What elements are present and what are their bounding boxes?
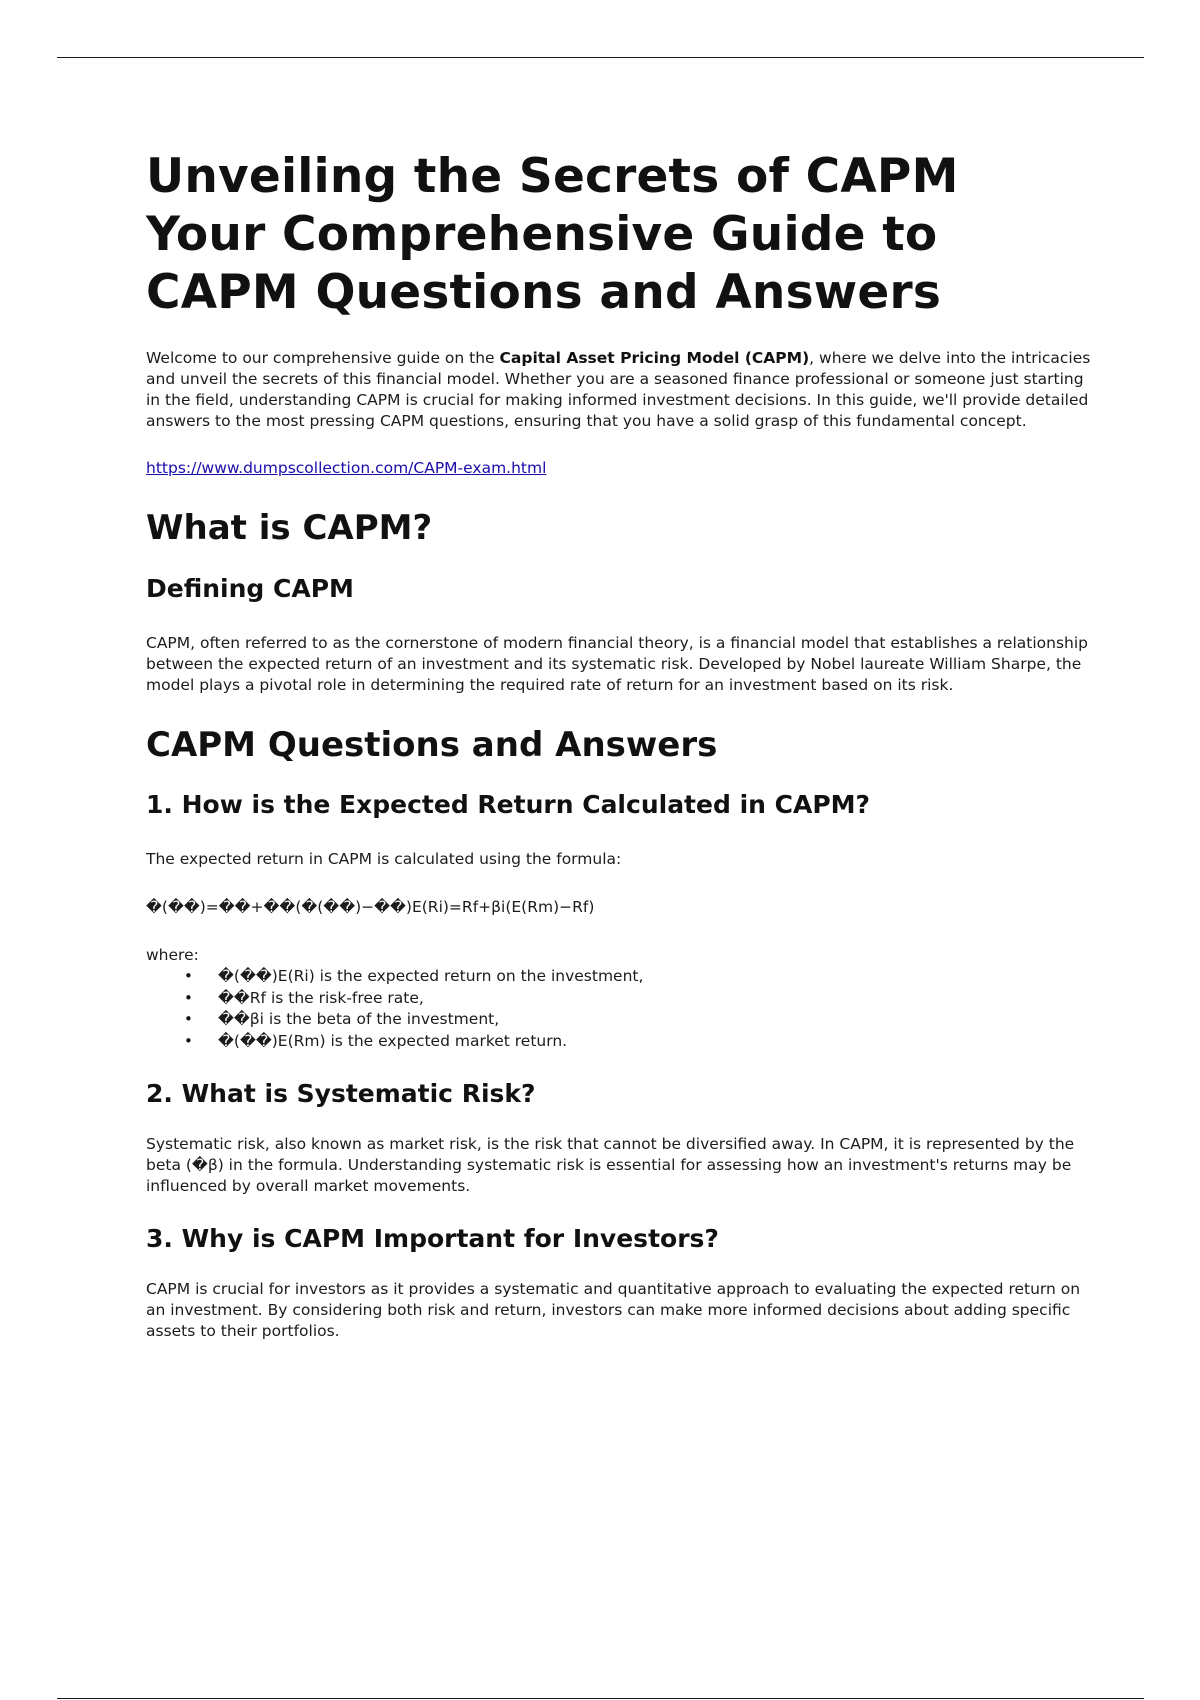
- title-line-1: Unveiling the Secrets of CAPM: [146, 149, 959, 204]
- question-2-heading: 2. What is Systematic Risk?: [146, 1079, 536, 1108]
- question-3-answer: CAPM is crucial for investors as it provides a systematic and quantitative approach to evaluating the expected return on an investment. By considering both risk and return, investors can make more informed decisions about adding specific assets to their portfolios.: [146, 1280, 1081, 1340]
- list-item: • �(��)E(Ri) is the expected return on the investment,: [184, 966, 1096, 988]
- bottom-rule: [57, 1698, 1144, 1699]
- list-item: • �(��)E(Rm) is the expected market return.: [184, 1031, 1096, 1053]
- section-heading-what-is-capm: What is CAPM?: [146, 508, 433, 548]
- variables-list: [146, 966, 1096, 1052]
- intro-bold-term: Capital Asset Pricing Model (CAPM): [499, 349, 810, 367]
- section-heading-qa: CAPM Questions and Answers: [146, 725, 718, 765]
- question-1-intro: The expected return in CAPM is calculated using the formula:: [146, 850, 622, 868]
- question-3-heading: 3. Why is CAPM Important for Investors?: [146, 1224, 719, 1253]
- title-line-3: CAPM Questions and Answers: [146, 265, 942, 320]
- subheading-defining-capm: Defining CAPM: [146, 574, 354, 603]
- list-item: • ��Rf is the risk-free rate,: [184, 988, 1096, 1010]
- exam-link[interactable]: https://www.dumpscollection.com/CAPM-exam.html: [146, 459, 547, 477]
- intro-text-end: , where we delve into the intricacies and unveil the secrets of this financial model. Whether you are a seasoned finance professional or someone just starting in the field, understanding CAPM is crucial for making informed investment decisions. In this guide, we'll provide detailed answers to the most pressing CAPM questions, ensuring that you have a solid grasp of this fundamental concept.: [146, 349, 1091, 430]
- intro-paragraph: [146, 348, 1096, 432]
- question-2-answer: Systematic risk, also known as market risk, is the risk that cannot be diversified away. In CAPM, it is represented by the beta (�β) in the formula. Understanding systematic risk is essential for assessing how an investment's returns may be influenced by overall market movements.: [146, 1135, 1075, 1195]
- link-paragraph: [146, 458, 1096, 479]
- title-line-2: Your Comprehensive Guide to: [146, 207, 938, 262]
- question-1-heading: 1. How is the Expected Return Calculated in CAPM?: [146, 790, 871, 819]
- list-item: • ��βi is the beta of the investment,: [184, 1009, 1096, 1031]
- document-body: [146, 148, 1096, 1342]
- top-rule: [57, 57, 1144, 58]
- intro-text-start: Welcome to our comprehensive guide on the: [146, 349, 500, 367]
- document-title: [146, 148, 1096, 322]
- defining-paragraph: CAPM, often referred to as the cornerstone of modern financial theory, is a financial model that establishes a relationship between the expected return of an investment and its systematic risk. Developed by Nobel laureate William Sharpe, the model plays a pivotal role in determining the required rate of return for an investment based on its risk.: [146, 634, 1089, 694]
- capm-formula: �(��)=��+��(�(��)−��)E(Ri)=Rf+βi(E(Rm)−Rf): [146, 898, 595, 916]
- where-label: where:: [146, 946, 199, 964]
